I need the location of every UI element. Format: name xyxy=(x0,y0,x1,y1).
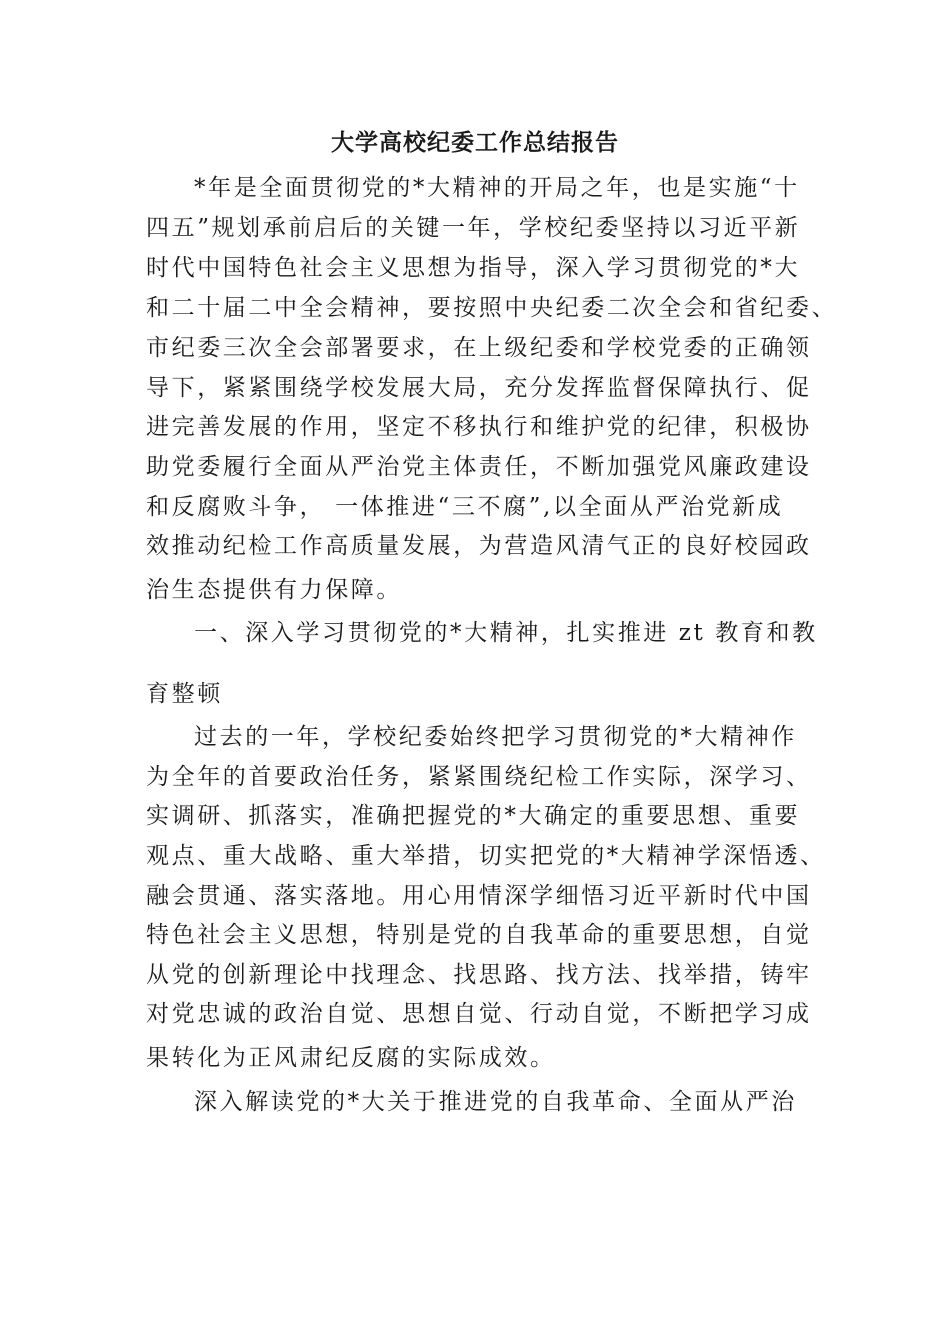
paragraph-line: 过去的一年，学校纪委始终把学习贯彻党的*大精神作 xyxy=(194,724,797,750)
paragraph-line: 效推动纪检工作高质量发展，为营造风清气正的良好校园政 xyxy=(146,533,812,559)
paragraph-line: 和二十届二中全会精神，要按照中央纪委二次全会和省纪委、 xyxy=(146,295,838,321)
paragraph-line: 深入解读党的*大关于推进党的自我革命、全面从严治 xyxy=(194,1089,797,1115)
paragraph-line: 观点、重大战略、重大举措，切实把党的*大精神学深悟透、 xyxy=(146,843,826,869)
paragraph-line: 助党委履行全面从严治党主体责任，不断加强党风廉政建设 xyxy=(146,454,812,480)
paragraph-line: 导下，紧紧围绕学校发展大局，充分发挥监督保障执行、促 xyxy=(146,375,812,401)
paragraph-line: 果转化为正风肃纪反腐的实际成效。 xyxy=(146,1045,556,1071)
document-title: 大学高校纪委工作总结报告 xyxy=(331,129,619,156)
paragraph-line: 对党忠诚的政治自觉、思想自觉、行动自觉，不断把学习成 xyxy=(146,1001,812,1027)
paragraph-line: 特色社会主义思想，特别是党的自我革命的重要思想，自觉 xyxy=(146,922,812,948)
paragraph-line: *年是全面贯彻党的*大精神的开局之年，也是实施“十 xyxy=(194,175,800,201)
paragraph-line: 时代中国特色社会主义思想为指导，深入学习贯彻党的*大 xyxy=(146,255,801,281)
paragraph-line: 从党的创新理论中找理念、找思路、找方法、找举措，铸牢 xyxy=(146,962,812,988)
paragraph-line: 市纪委三次全会部署要求，在上级纪委和学校党委的正确领 xyxy=(146,335,812,361)
paragraph-line: 治生态提供有力保障。 xyxy=(146,577,402,603)
paragraph-line: 四五”规划承前启后的关键一年，学校纪委坚持以习近平新 xyxy=(146,215,801,241)
section-heading-line: 一、深入学习贯彻党的*大精神，扎实推进 zt 教育和教 xyxy=(194,620,818,646)
paragraph-line: 和反腐败斗争， 一体推进“三不腐”,以全面从严治党新成 xyxy=(146,494,784,520)
paragraph-line: 为全年的首要政治任务，紧紧围绕纪检工作实际，深学习、 xyxy=(146,764,812,790)
section-heading-line: 育整顿 xyxy=(146,681,223,707)
paragraph-line: 进完善发展的作用，坚定不移执行和维护党的纪律，积极协 xyxy=(146,414,812,440)
paragraph-line: 融会贯通、落实落地。用心用情深学细悟习近平新时代中国 xyxy=(146,883,812,909)
paragraph-line: 实调研、抓落实，准确把握党的*大确定的重要思想、重要 xyxy=(146,803,801,829)
